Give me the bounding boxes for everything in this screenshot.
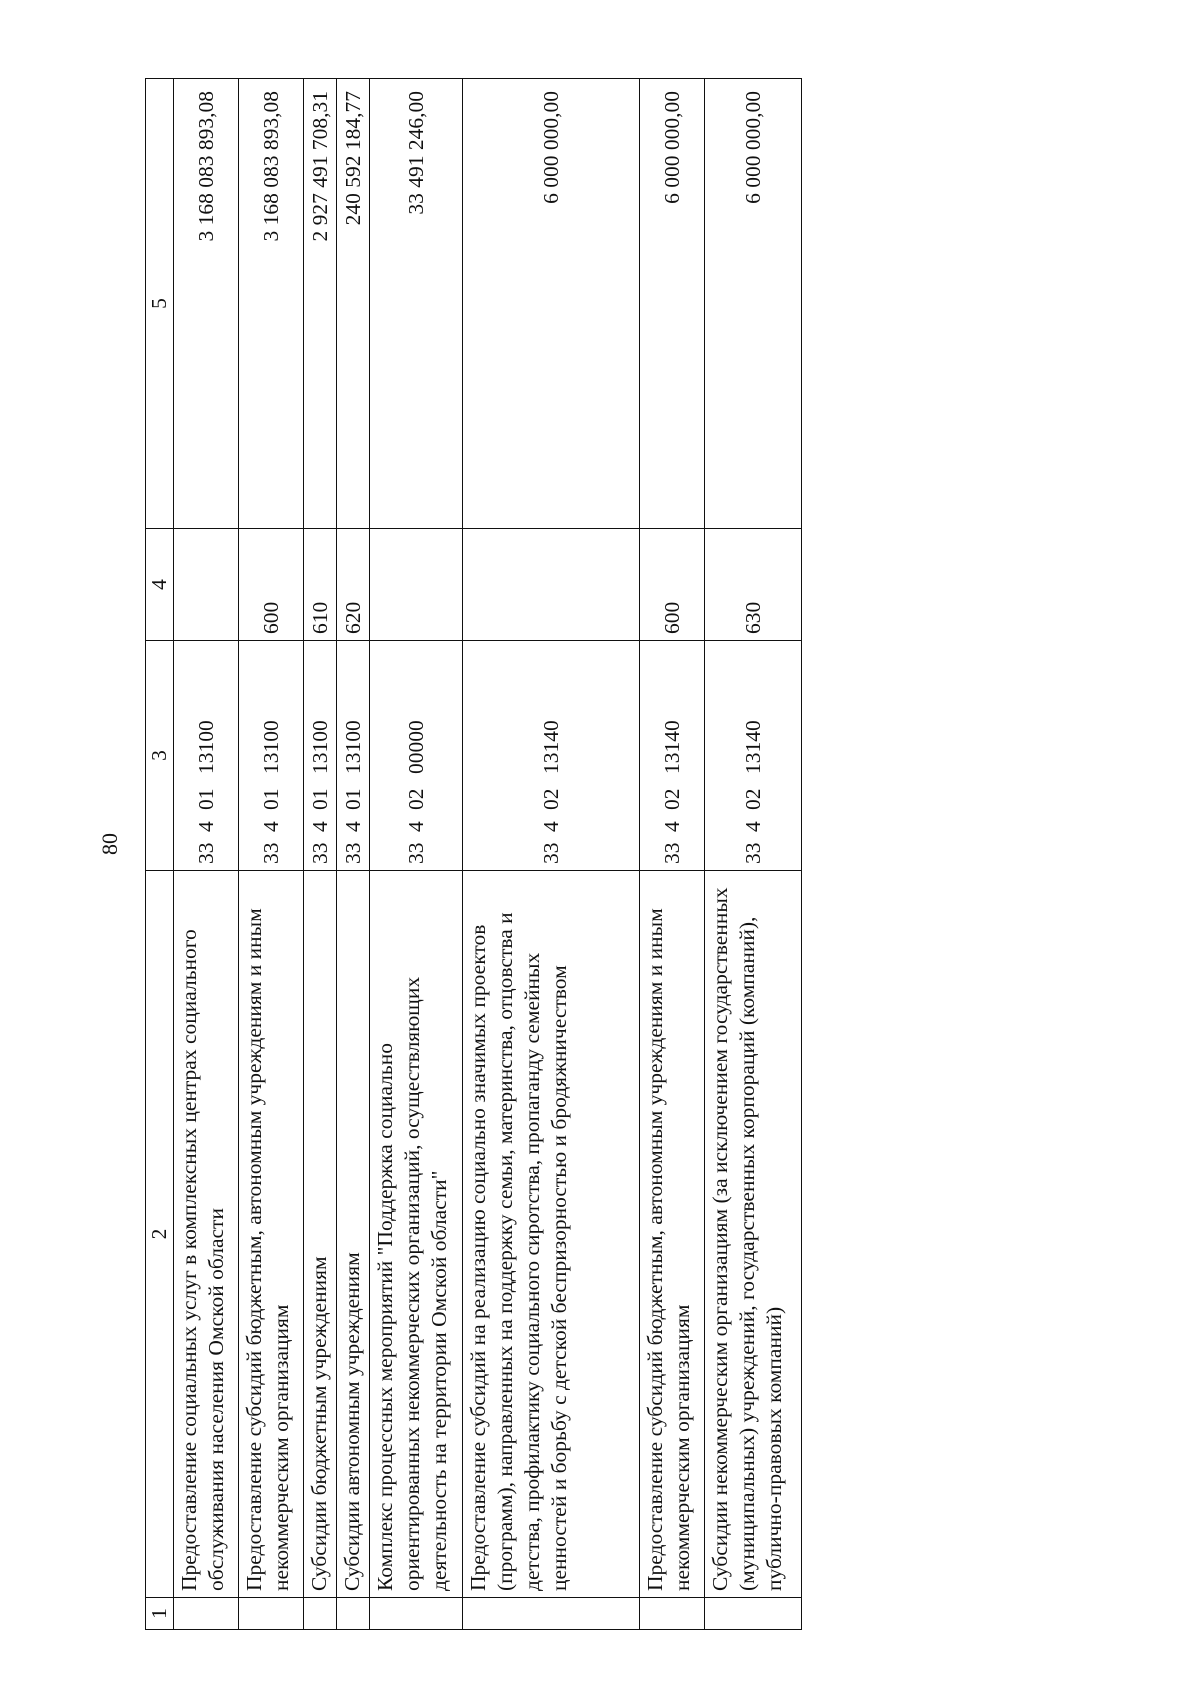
- code-part: 13100: [340, 720, 365, 774]
- row-number-cell: [705, 1598, 802, 1630]
- header-cell-3: 3: [146, 641, 174, 871]
- header-cell-5: 5: [146, 79, 174, 529]
- row-number-cell: [370, 1598, 463, 1630]
- row-amount-cell: 6 000 000,00: [705, 79, 802, 529]
- code-parts: [403, 647, 430, 864]
- code-parts: [340, 647, 367, 864]
- row-expense-type-cell: 620: [337, 529, 370, 641]
- code-parts: [258, 647, 285, 864]
- row-name-cell: Предоставление субсидий на реализацию социально значимых проектов (программ), направленных на поддержку семьи, материнства, отцовства и детства, профилактику социального сиротства, пропаганду семейных ценностей и борьбу с детской беспризорностью и бродяжничеством: [463, 871, 640, 1598]
- row-code-cell: [304, 641, 337, 871]
- page-number: 80: [97, 833, 122, 855]
- row-number-cell: [304, 1598, 337, 1630]
- row-code-cell: [239, 641, 304, 871]
- row-name-cell: Субсидии автономным учреждениям: [337, 871, 370, 1598]
- code-part: 13100: [307, 720, 332, 774]
- table-row: [463, 79, 640, 1630]
- row-amount-cell: 240 592 184,77: [337, 79, 370, 529]
- code-part: 4: [307, 821, 332, 832]
- code-part: 01: [307, 788, 332, 810]
- code-parts: [538, 647, 565, 864]
- code-part: 01: [258, 788, 283, 810]
- row-amount-cell: 3 168 083 893,08: [239, 79, 304, 529]
- row-expense-type-cell: [463, 529, 640, 641]
- code-part: 33: [258, 842, 283, 864]
- table-row: [304, 79, 337, 1630]
- code-part: 02: [740, 788, 765, 810]
- table-row: [174, 79, 239, 1630]
- row-code-cell: [705, 641, 802, 871]
- row-number-cell: [174, 1598, 239, 1630]
- code-part: 4: [740, 821, 765, 832]
- row-amount-cell: 6 000 000,00: [640, 79, 705, 529]
- code-parts: [659, 647, 686, 864]
- row-number-cell: [239, 1598, 304, 1630]
- code-part: 33: [340, 842, 365, 864]
- table-row: [239, 79, 304, 1630]
- row-amount-cell: 6 000 000,00: [463, 79, 640, 529]
- header-cell-2: 2: [146, 871, 174, 1598]
- code-part: 33: [538, 842, 563, 864]
- code-part: 4: [258, 821, 283, 832]
- row-name-cell: Предоставление субсидий бюджетным, автономным учреждениям и иным некоммерческим организациям: [640, 871, 705, 1598]
- code-part: 02: [538, 788, 563, 810]
- code-part: 02: [659, 788, 684, 810]
- code-part: 33: [193, 842, 218, 864]
- row-code-cell: [337, 641, 370, 871]
- code-part: 13100: [193, 720, 218, 774]
- row-code-cell: [463, 641, 640, 871]
- code-part: 13140: [659, 720, 684, 774]
- row-code-cell: [640, 641, 705, 871]
- code-part: 33: [403, 842, 428, 864]
- row-expense-type-cell: [174, 529, 239, 641]
- header-row: [146, 79, 174, 1630]
- code-parts: [307, 647, 334, 864]
- row-number-cell: [337, 1598, 370, 1630]
- row-amount-cell: 3 168 083 893,08: [174, 79, 239, 529]
- code-part: 33: [307, 842, 332, 864]
- code-part: 02: [403, 788, 428, 810]
- code-part: 33: [740, 842, 765, 864]
- row-name-cell: Предоставление социальных услуг в комплексных центрах социального обслуживания населения Омской области: [174, 871, 239, 1598]
- header-cell-4: 4: [146, 529, 174, 641]
- code-parts: [193, 647, 220, 864]
- row-code-cell: [370, 641, 463, 871]
- code-part: 01: [193, 788, 218, 810]
- code-part: 33: [659, 842, 684, 864]
- header-cell-1: 1: [146, 1598, 174, 1630]
- row-number-cell: [640, 1598, 705, 1630]
- row-name-cell: Комплекс процессных мероприятий "Поддержка социально ориентированных некоммерческих организаций, осуществляющих деятельность на территории Омской области": [370, 871, 463, 1598]
- table-row: [337, 79, 370, 1630]
- row-expense-type-cell: 610: [304, 529, 337, 641]
- code-part: 4: [659, 821, 684, 832]
- budget-table: [145, 78, 802, 1630]
- code-part: 4: [538, 821, 563, 832]
- row-code-cell: [174, 641, 239, 871]
- code-part: 13140: [740, 720, 765, 774]
- code-part: 4: [403, 821, 428, 832]
- table-container: [145, 79, 1200, 1630]
- row-name-cell: Субсидии бюджетным учреждениям: [304, 871, 337, 1598]
- code-parts: [740, 647, 767, 864]
- table-row: [640, 79, 705, 1630]
- code-part: 00000: [403, 720, 428, 774]
- table-row: [705, 79, 802, 1630]
- code-part: 13100: [258, 720, 283, 774]
- row-name-cell: Субсидии некоммерческим организациям (за исключением государственных (муниципальных) учреждений, государственных корпораций (компаний), публично-правовых компаний): [705, 871, 802, 1598]
- row-name-cell: Предоставление субсидий бюджетным, автономным учреждениям и иным некоммерческим организациям: [239, 871, 304, 1598]
- row-expense-type-cell: 630: [705, 529, 802, 641]
- row-amount-cell: 33 491 246,00: [370, 79, 463, 529]
- code-part: 01: [340, 788, 365, 810]
- code-part: 4: [193, 821, 218, 832]
- table-row: [370, 79, 463, 1630]
- code-part: 4: [340, 821, 365, 832]
- row-amount-cell: 2 927 491 708,31: [304, 79, 337, 529]
- row-expense-type-cell: [370, 529, 463, 641]
- row-expense-type-cell: 600: [640, 529, 705, 641]
- row-number-cell: [463, 1598, 640, 1630]
- code-part: 13140: [538, 720, 563, 774]
- row-expense-type-cell: 600: [239, 529, 304, 641]
